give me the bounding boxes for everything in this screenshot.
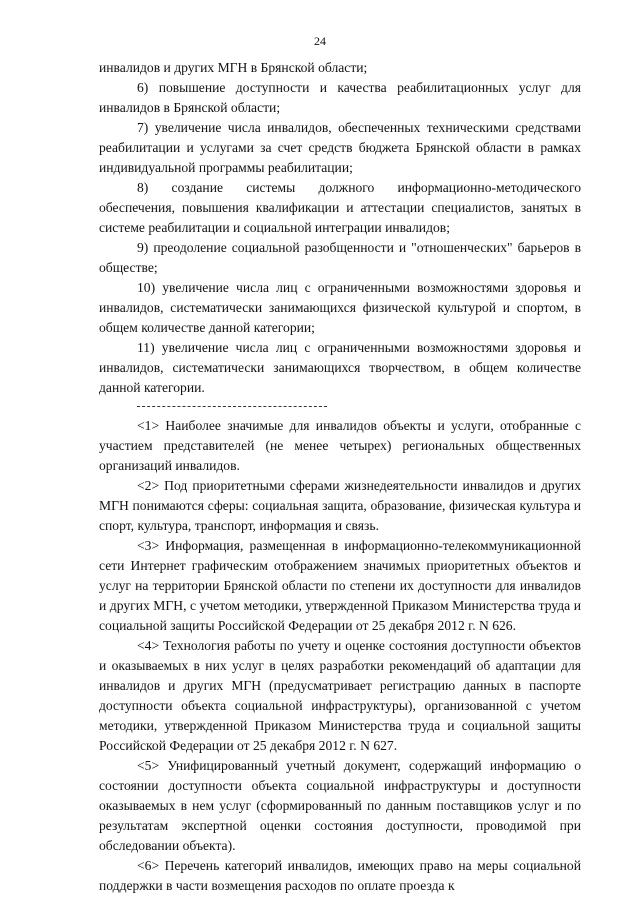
footnote-1: <1> Наиболее значимые для инвалидов объекты и услуги, отобранные с участием представителей (не менее четырех) региональных общественных организаций инвалидов. <box>99 418 581 473</box>
list-item-8: 8) создание системы должного информационно-методического обеспечения, повышения квалификации и аттестации специалистов, занятых в системе реабилитации и социальной интеграции инвалидов; <box>99 180 581 235</box>
page-content <box>99 58 581 896</box>
list-item-6: 6) повышение доступности и качества реабилитационных услуг для инвалидов в Брянской области; <box>99 80 581 115</box>
footnote-5: <5> Унифицированный учетный документ, содержащий информацию о состоянии доступности объекта социальной инфраструктуры и доступности оказываемых в нем услуг (сформированный по данным поставщиков услуг и по результатам экспертной оценки состояния доступности, проводимой при обследовании объекта). <box>99 758 581 853</box>
footnote-4: <4> Технология работы по учету и оценке состояния доступности объектов и оказываемых в них услуг в целях разработки рекомендаций об адаптации для инвалидов и других МГН (предусматривает регистрацию данных в паспорте доступности объекта социальной инфраструктуры), организованной с учетом методики, утвержденной Приказом Министерства труда и социальной защиты Российской Федерации от 25 декабря 2012 г. N 627. <box>99 638 581 753</box>
list-item-7: 7) увеличение числа инвалидов, обеспеченных техническими средствами реабилитации и услугами за счет средств бюджета Брянской области в рамках индивидуальной программы реабилитации; <box>99 120 581 175</box>
list-item-11: 11) увеличение числа лиц с ограниченными возможностями здоровья и инвалидов, систематически занимающихся творчеством, в общем количестве данной категории. <box>99 340 581 395</box>
footnote-2: <2> Под приоритетными сферами жизнедеятельности инвалидов и других МГН понимаются сферы: социальная защита, образование, физическая культура и спорт, культура, транспорт, информация и связь. <box>99 478 581 533</box>
footnote-separator <box>137 406 327 407</box>
footnote-6: <6> Перечень категорий инвалидов, имеющих право на меры социальной поддержки в части возмещения расходов по оплате проезда к <box>99 858 581 893</box>
page-number: 24 <box>314 34 326 48</box>
list-item-9: 9) преодоление социальной разобщенности и "отношенческих" барьеров в обществе; <box>99 240 581 275</box>
list-item-continuation: инвалидов и других МГН в Брянской области; <box>99 60 368 75</box>
footnote-3: <3> Информация, размещенная в информационно-телекоммуникационной сети Интернет графическим отображением значимых приоритетных объектов и услуг на территории Брянской области по степени их доступности для инвалидов и других МГН, с учетом методики, утвержденной Приказом Министерства труда и социальной защиты Российской Федерации от 25 декабря 2012 г. N 626. <box>99 538 581 633</box>
list-item-10: 10) увеличение числа лиц с ограниченными возможностями здоровья и инвалидов, систематически занимающихся физической культурой и спортом, в общем количестве данной категории; <box>99 280 581 335</box>
